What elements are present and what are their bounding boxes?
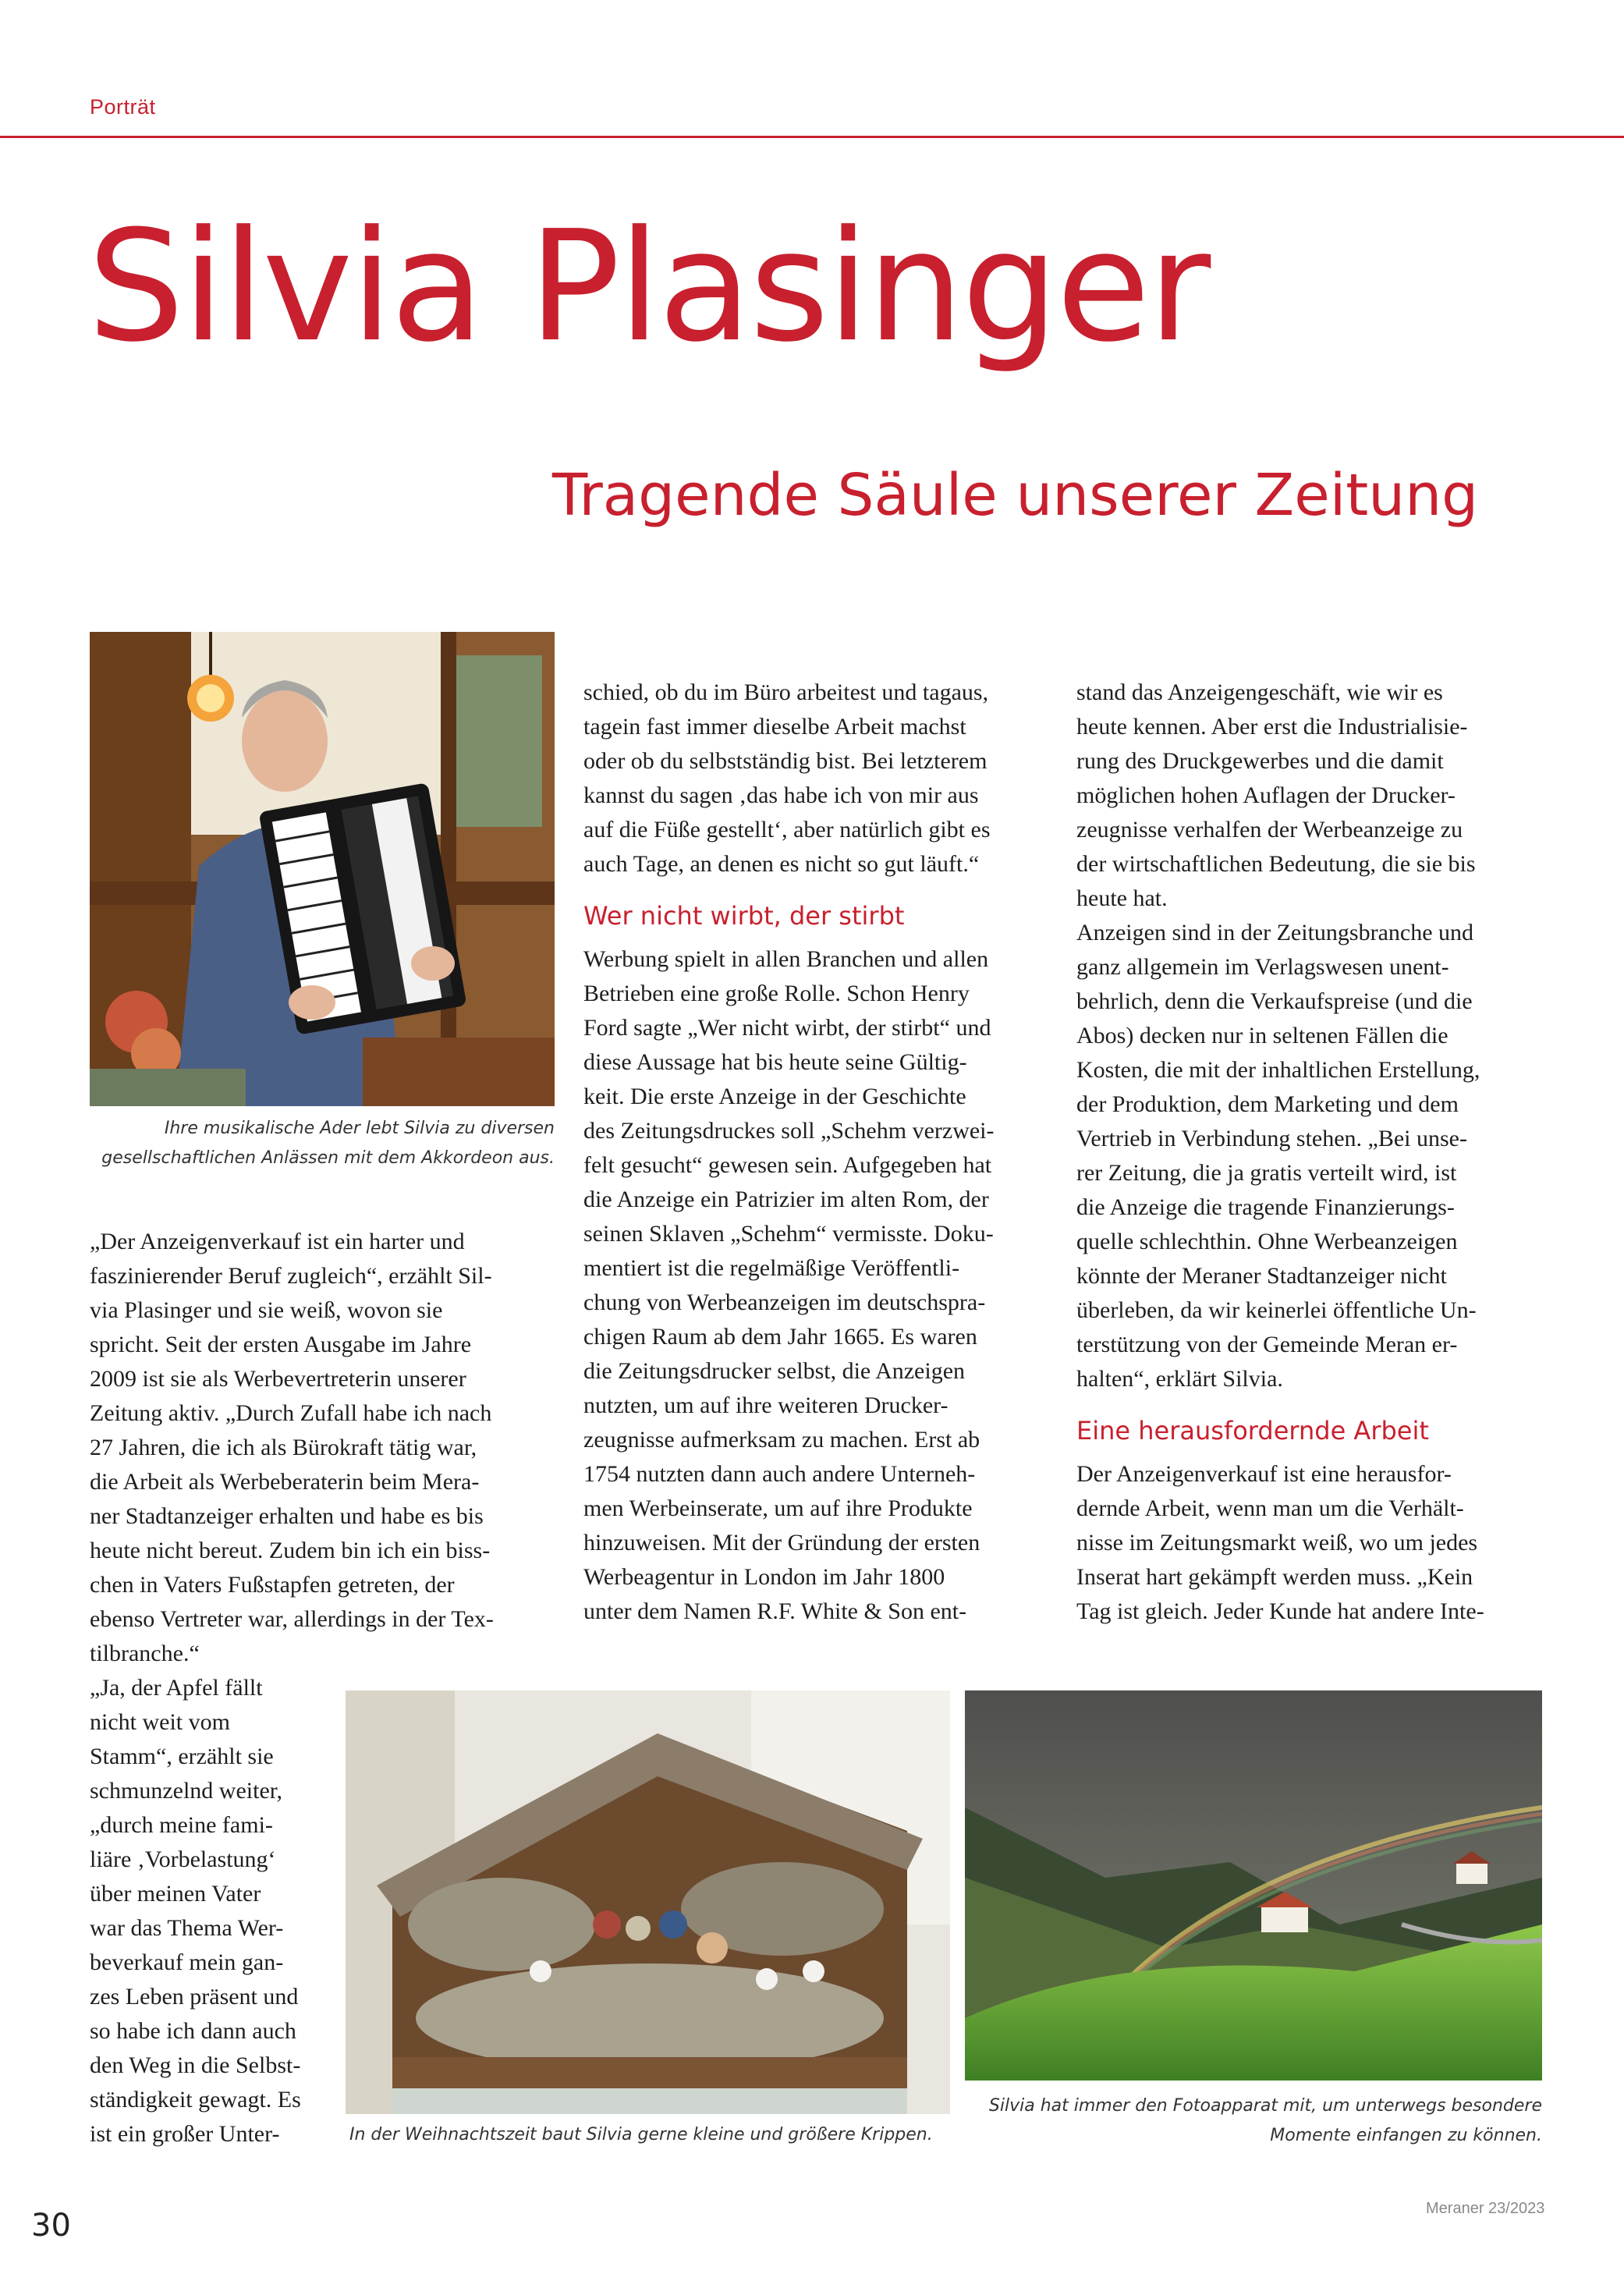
body-text-line: so habe ich dann auch xyxy=(90,2018,296,2044)
body-text-line: seinen Sklaven „Schehm“ vermisste. Doku- xyxy=(583,1221,994,1247)
body-text-line: die Anzeige ein Patrizier im alten Rom, der xyxy=(583,1187,989,1212)
body-text-line: nutzten, um auf ihre weiteren Drucker- xyxy=(583,1392,949,1418)
body-text-line: ebenso Vertreter war, allerdings in der Tex- xyxy=(90,1606,494,1632)
issue-label: Meraner 23/2023 xyxy=(1426,2200,1545,2217)
subheading-herausfordernde-arbeit: Eine herausfordernde Arbeit xyxy=(1076,1416,1429,1446)
body-text-line: ganz allgemein im Verlagswesen unent- xyxy=(1076,954,1449,980)
body-text-line: tilbranche.“ xyxy=(90,1641,200,1666)
body-text-line: 2009 ist sie als Werbevertreterin unserer xyxy=(90,1366,466,1392)
article-subtitle: Tragende Säule unserer Zeitung xyxy=(552,462,1479,529)
body-text-line: schied, ob du im Büro arbeitest und tagaus, xyxy=(583,679,989,705)
body-text-line: behrlich, denn die Verkaufspreise (und die xyxy=(1076,988,1473,1014)
body-text-line: chigen Raum ab dem Jahr 1665. Es waren xyxy=(583,1324,977,1350)
column-2 xyxy=(583,676,1051,1629)
subheading-wer-nicht-wirbt: Wer nicht wirbt, der stirbt xyxy=(583,901,905,931)
body-text-line: könnte der Meraner Stadtanzeiger nicht xyxy=(1076,1263,1447,1289)
body-text-line: Betrieben eine große Rolle. Schon Henry xyxy=(583,981,970,1006)
body-text-line: men Werbeinserate, um auf ihre Produkte xyxy=(583,1495,973,1521)
body-text-line: mentiert ist die regelmäßige Veröffentli- xyxy=(583,1255,960,1281)
body-text-line: der Produktion, dem Marketing und dem xyxy=(1076,1091,1459,1117)
body-text-line: zes Leben präsent und xyxy=(90,1984,299,2010)
body-text-line: 27 Jahren, die ich als Bürokraft tätig war, xyxy=(90,1435,477,1460)
body-text-line: des Zeitungsdruckes soll „Schehm verzwei- xyxy=(583,1118,995,1144)
body-text-line: den Weg in die Selbst- xyxy=(90,2052,301,2078)
body-text-line: faszinierender Beruf zugleich“, erzählt Sil- xyxy=(90,1263,492,1289)
rainbow-photo-caption-2: Momente einfangen zu können. xyxy=(1270,2126,1542,2145)
body-text-line: zeugnisse verhalfen der Werbeanzeige zu xyxy=(1076,817,1463,843)
body-text-line: diese Aussage hat bis heute seine Gültig- xyxy=(583,1049,967,1075)
body-text-line: Vertrieb in Verbindung stehen. „Bei unse- xyxy=(1076,1126,1467,1151)
body-text-line: terstützung von der Gemeinde Meran er- xyxy=(1076,1332,1458,1357)
body-text-line: stand das Anzeigengeschäft, wie wir es xyxy=(1076,679,1443,705)
accordion-photo-caption: Ihre musikalische Ader lebt Silvia zu diversen gesellschaftlichen Anlässen mit dem Akkordeon aus. xyxy=(101,1119,555,1168)
body-text-line: heute kennen. Aber erst die Industrialisie- xyxy=(1076,714,1468,740)
body-text-line: felt gesucht“ gewesen sein. Aufgegeben hat xyxy=(583,1152,992,1178)
body-text-line: auch Tage, an denen es nicht so gut läuft.“ xyxy=(583,851,980,877)
accordion-photo xyxy=(90,632,555,1106)
body-text-line: war das Thema Wer- xyxy=(90,1915,284,1941)
body-text-line: auf die Füße gestellt‘, aber natürlich gibt es xyxy=(583,817,991,843)
body-text-line: quelle schlechthin. Ohne Werbeanzeigen xyxy=(1076,1229,1458,1254)
body-text-line: rung des Druckgewerbes und die damit xyxy=(1076,748,1444,774)
body-text-line: Inserat hart gekämpft werden muss. „Kein xyxy=(1076,1564,1473,1590)
body-text-line: halten“, erklärt Silvia. xyxy=(1076,1366,1283,1392)
body-text-line: Werbeagentur in London im Jahr 1800 xyxy=(583,1564,945,1590)
body-text-line: möglichen hohen Auflagen der Drucker- xyxy=(1076,782,1456,808)
body-text-line: Anzeigen sind in der Zeitungsbranche und xyxy=(1076,920,1474,945)
body-text-line: Zeitung aktiv. „Durch Zufall habe ich nach xyxy=(90,1400,492,1426)
body-text-line: beverkauf mein gan- xyxy=(90,1949,284,1975)
column-3 xyxy=(1076,676,1560,1629)
body-text-line: über meinen Vater xyxy=(90,1881,261,1907)
body-text-line: „Der Anzeigenverkauf ist ein harter und xyxy=(90,1229,465,1254)
body-text-line: heute nicht bereut. Zudem bin ich ein biss- xyxy=(90,1538,491,1563)
body-text-line: 1754 nutzten dann auch andere Unterneh- xyxy=(583,1461,976,1487)
rainbow-photo xyxy=(965,1690,1542,2081)
article-title: Silvia Plasinger xyxy=(87,198,1209,376)
body-text-line: kannst du sagen ‚das habe ich von mir aus xyxy=(583,782,979,808)
body-text-line: dernde Arbeit, wenn man um die Verhält- xyxy=(1076,1495,1464,1521)
body-text-line: Werbung spielt in allen Branchen und allen xyxy=(583,946,989,972)
body-text-line: die Zeitungsdrucker selbst, die Anzeigen xyxy=(583,1358,966,1384)
body-text-line: heute hat. xyxy=(1076,885,1168,911)
body-text-line: die Anzeige die tragende Finanzierungs- xyxy=(1076,1194,1455,1220)
body-text-line: liäre ‚Vorbelastung‘ xyxy=(90,1846,276,1872)
crib-photo-caption: In der Weihnachtszeit baut Silvia gerne kleine und größere Krippen. xyxy=(349,2125,933,2144)
rainbow-photo-caption-1: Silvia hat immer den Fotoapparat mit, um unterwegs besondere xyxy=(988,2096,1542,2116)
body-text-line: spricht. Seit der ersten Ausgabe im Jahre xyxy=(90,1332,472,1357)
body-text-line: „durch meine fami- xyxy=(90,1812,273,1838)
body-text-line: via Plasinger und sie weiß, wovon sie xyxy=(90,1297,443,1323)
body-text-line: ner Stadtanzeiger erhalten und habe es bis xyxy=(90,1503,484,1529)
body-text-line: ständigkeit gewagt. Es xyxy=(90,2087,301,2112)
body-text-line: „Ja, der Apfel fällt xyxy=(90,1675,263,1701)
body-text-line: unter dem Namen R.F. White & Son ent- xyxy=(583,1598,967,1624)
body-text-line: Stamm“, erzählt sie xyxy=(90,1744,274,1769)
body-text-line: schmunzelnd weiter, xyxy=(90,1778,283,1804)
body-text-line: Tag ist gleich. Jeder Kunde hat andere Inte- xyxy=(1076,1598,1484,1624)
body-text-line: Abos) decken nur in seltenen Fällen die xyxy=(1076,1023,1448,1048)
body-text-line: der wirtschaftlichen Bedeutung, die sie bis xyxy=(1076,851,1476,877)
body-text-line: zeugnisse aufmerksam zu machen. Erst ab xyxy=(583,1427,980,1453)
body-text-line: rer Zeitung, die ja gratis verteilt wird, ist xyxy=(1076,1160,1457,1186)
body-text-line: chung von Werbeanzeigen im deutschspra- xyxy=(583,1289,986,1315)
body-text-line: nicht weit vom xyxy=(90,1709,230,1735)
body-text-line: Der Anzeigenverkauf ist eine herausfor- xyxy=(1076,1461,1452,1487)
body-text-line: überleben, da wir keinerlei öffentliche Un- xyxy=(1076,1297,1477,1323)
body-text-line: Ford sagte „Wer nicht wirbt, der stirbt“ und xyxy=(583,1015,991,1041)
header-rule xyxy=(0,136,1624,138)
body-text-line: chen in Vaters Fußstapfen getreten, der xyxy=(90,1572,455,1598)
body-text-line: Kosten, die mit der inhaltlichen Erstellung, xyxy=(1076,1057,1480,1083)
body-text-line: oder ob du selbstständig bist. Bei letzterem xyxy=(583,748,988,774)
body-text-line: hinzuweisen. Mit der Gründung der ersten xyxy=(583,1530,980,1556)
page-number: 30 xyxy=(31,2208,71,2244)
body-text-line: ist ein großer Unter- xyxy=(90,2121,280,2147)
body-text-line: keit. Die erste Anzeige in der Geschichte xyxy=(583,1084,966,1109)
crib-photo xyxy=(346,1690,950,2114)
body-text-line: tagein fast immer dieselbe Arbeit machst xyxy=(583,714,966,740)
body-text-line: die Arbeit als Werbeberaterin beim Mera- xyxy=(90,1469,480,1495)
body-text-line: nisse im Zeitungsmarkt weiß, wo um jedes xyxy=(1076,1530,1478,1556)
section-label: Porträt xyxy=(90,95,156,119)
